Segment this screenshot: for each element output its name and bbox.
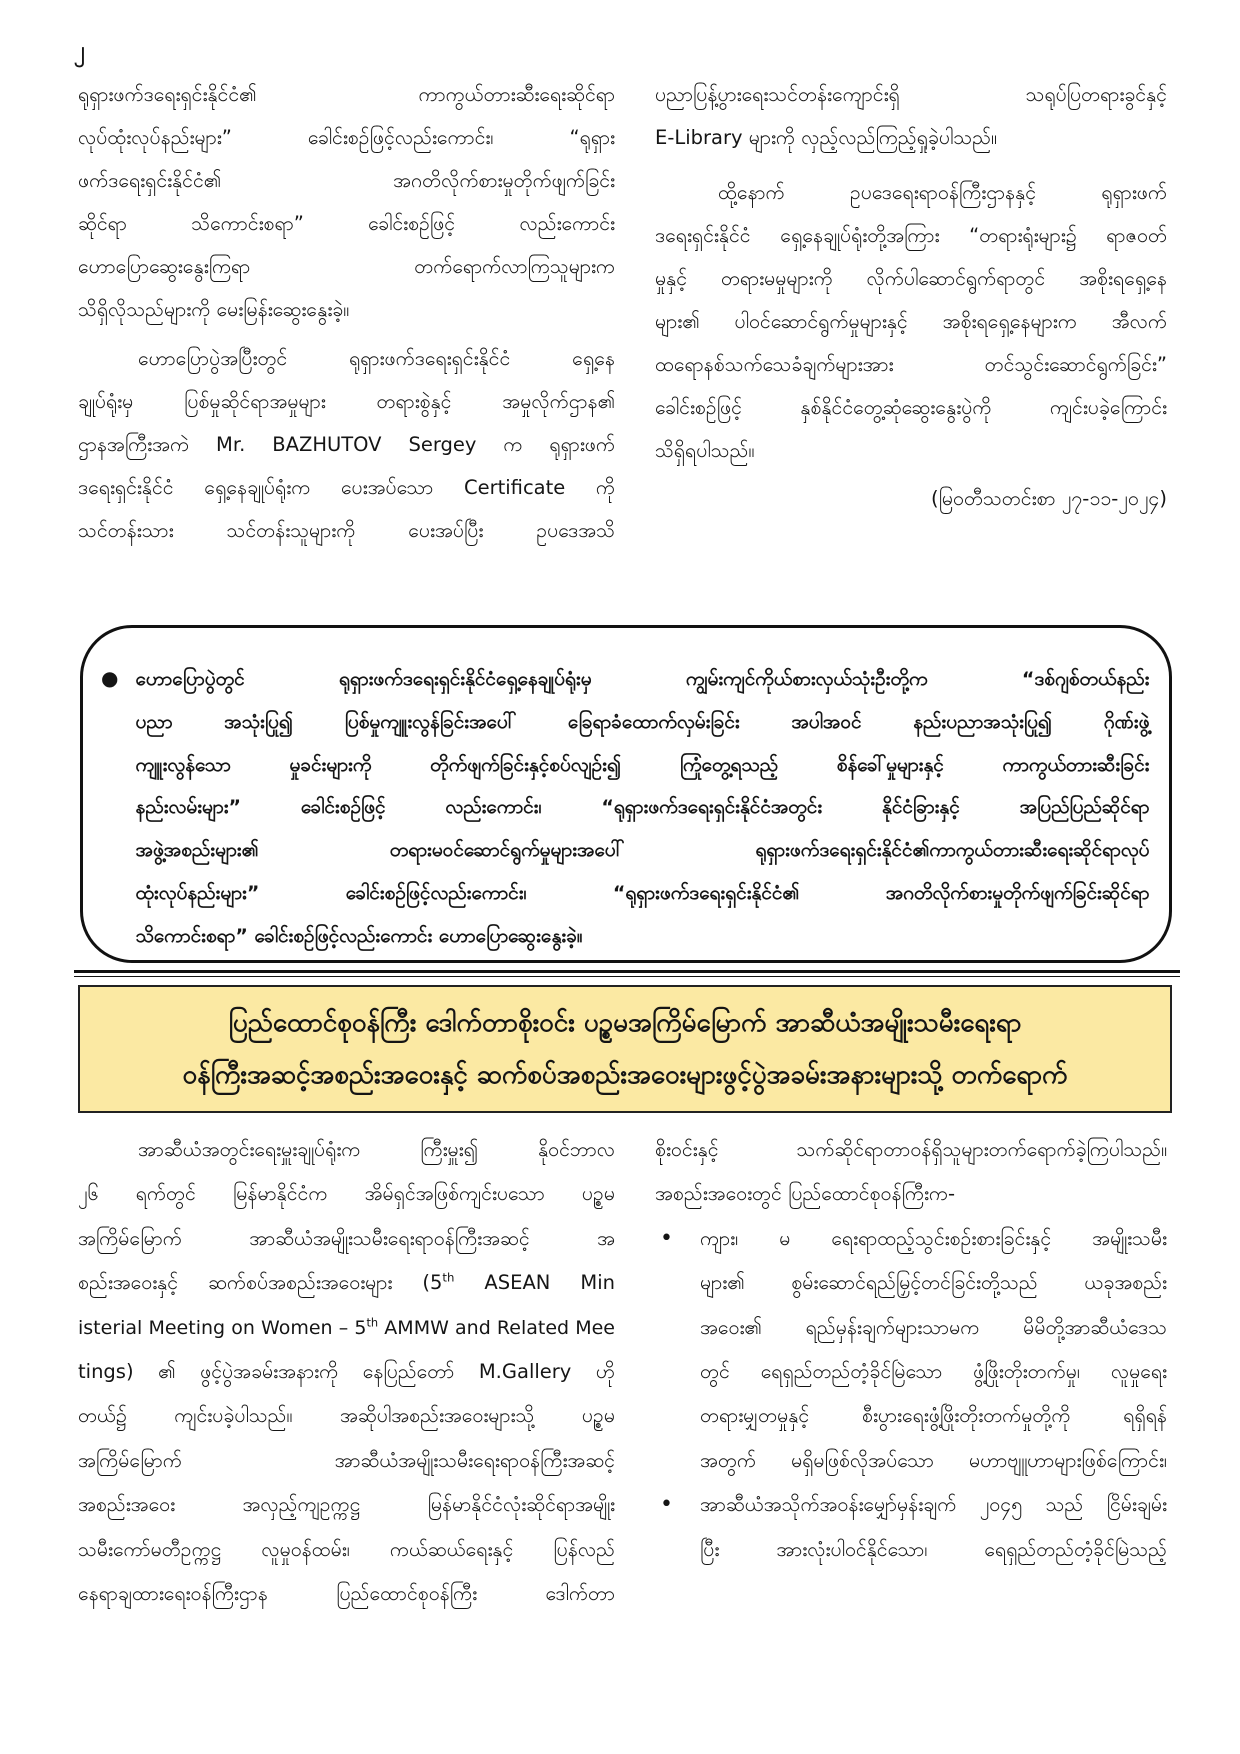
text-line: tings) ၏ ဖွင့်ပွဲအခမ်းအနားကို နေပြည်တော် M.Gallery ဟို — [78, 1359, 615, 1383]
headline-line: ပြည်ထောင်စုဝန်ကြီး ဒေါက်တာစိုးဝင်း ပဉ္စမအကြိမ်မြောက် အာဆီယံအမျိုးသမီးရေးရာ — [228, 1008, 1022, 1038]
news-source-dateline: (မြဝတီသတင်းစာ ၂၇-၁၁-၂၀၂၄) — [930, 487, 1167, 510]
text-line: ဟောပြောဆွေးနွေးကြရာ တက်ရောက်လာကြသူများက — [78, 255, 615, 278]
text-line: တရားမျှတမှုနှင့် စီးပွားရေးဖွံ့ဖြိုးတိုးတက်မှုတို့ကို ရရှိရန် — [700, 1404, 1167, 1428]
bullet-icon: • — [660, 1492, 673, 1518]
text-line: များ၏ စွမ်းဆောင်ရည်မြှင့်တင်ခြင်းတို့သည် ယခုအစည်း — [700, 1271, 1167, 1295]
text-line: ကျား၊ မ ရေးရာထည့်သွင်းစဉ်းစားခြင်းနှင့် အမျိုးသမီး — [700, 1226, 1167, 1250]
page-number: ၂ — [74, 38, 85, 63]
text-line: ခေါင်းစဉ်ဖြင့် နှစ်နိုင်ငံတွေ့ဆုံဆွေးနွေးပွဲကို ကျင်းပခဲ့ကြောင်း — [655, 396, 1167, 419]
text-line: ဌာနအကြီးအကဲ Mr. BAZHUTOV Sergey က ရုရှားဖက် — [78, 433, 615, 456]
text-line: နည်းလမ်းများ” ခေါင်းစဉ်ဖြင့် လည်းကောင်း၊ “ရုရှားဖက်ဒရေးရှင်းနိုင်ငံအတွင်း နိုင်ငံခြားနှင့် အပြည်ပြည်ဆိုင်ရာ — [135, 796, 1150, 819]
text-line: အစည်းအဝေးတွင် ပြည်ထောင်စုဝန်ကြီးက- — [655, 1182, 956, 1206]
text-line: ဆိုင်ရာ သိကောင်းစရာ” ခေါင်းစဉ်ဖြင့် လည်းကောင်း — [78, 212, 615, 235]
article2-left-column — [78, 1128, 615, 1616]
text-line — [78, 1306, 615, 1350]
text-line: သင်တန်းသား သင်တန်းသူများကို ပေးအပ်ပြီး ဥပဒေအသိ — [78, 519, 615, 542]
text-line: ပညာ အသုံးပြု၍ ပြစ်မှုကျူးလွန်ခြင်းအပေါ် ခြေရာခံထောက်လှမ်းခြင်း အပါအဝင် နည်းပညာအသုံးပြု၍ ဂိုဏ်းဖွဲ့ — [135, 710, 1150, 733]
text-segment: ASEAN Min — [454, 1271, 615, 1295]
text-line: သိရှိရပါသည်။ — [655, 439, 755, 462]
text-line: များ၏ ပါဝင်ဆောင်ရွက်မှုများနှင့် အစိုးရရှေ့နေများက အီလက် — [655, 310, 1167, 333]
ordinal-superscript: th — [366, 1315, 379, 1330]
text-line: သိကောင်းစရာ” ခေါင်းစဉ်ဖြင့်လည်းကောင်း ဟောပြောဆွေးနွေးခဲ့။ — [135, 924, 583, 947]
text-line: မှုနှင့် တရားမမှုများကို လိုက်ပါဆောင်ရွက်ရာတွင် အစိုးရရှေ့နေ — [655, 267, 1167, 290]
text-line: ဟောပြောပွဲအပြီးတွင် ရုရှားဖက်ဒရေးရှင်းနိုင်ငံ ရှေ့နေ — [138, 347, 615, 370]
text-line: အကြိမ်မြောက် အာဆီယံအမျိုးသမီးရေးရာဝန်ကြီးအဆင့် အ — [78, 1226, 615, 1250]
text-line: သမီးကော်မတီဥက္ကဋ္ဌ လူမှုဝန်ထမ်း၊ ကယ်ဆယ်ရေးနှင့် ပြန်လည် — [78, 1537, 615, 1561]
text-line: E-Library များကို လှည့်လည်ကြည့်ရှုခဲ့ပါသည်။ — [655, 126, 997, 149]
bullet-item — [655, 1483, 1167, 1572]
text-line: ထုံးလုပ်နည်းများ” ခေါင်းစဉ်ဖြင့်လည်းကောင်း၊ “ရုရှားဖက်ဒရေးရှင်းနိုင်ငံ၏ အဂတိလိုက်စားမှုတိုက်ဖျက်ခြင်းဆိုင်ရာ — [135, 881, 1150, 904]
text-line: အဖွဲ့အစည်းများ၏ တရားမဝင်ဆောင်ရွက်မှုများအပေါ် ရုရှားဖက်ဒရေးရှင်းနိုင်ငံ၏ကာကွယ်တားဆီးရေးဆိုင်ရာလုပ် — [135, 839, 1150, 862]
text-segment: AMMW and Related Mee — [378, 1316, 615, 1339]
text-line: ထရောနစ်သက်သေခံချက်များအား တင်သွင်းဆောင်ရွက်ခြင်း” — [655, 353, 1167, 376]
text-line: အကြိမ်မြောက် အာဆီယံအမျိုးသမီးရေးရာဝန်ကြီးအဆင့် — [78, 1448, 615, 1472]
text-line: တယ်၌ ကျင်းပခဲ့ပါသည်။ အဆိုပါအစည်းအဝေးများသို့ ပဉ္စမ — [78, 1404, 615, 1428]
text-line: အတွက် မရှိမဖြစ်လိုအပ်သော မဟာဗျူဟာများဖြစ်ကြောင်း၊ — [700, 1448, 1167, 1472]
text-line: အစည်းအဝေး အလှည့်ကျဥက္ကဋ္ဌ မြန်မာနိုင်ငံလုံးဆိုင်ရာအမျိုး — [78, 1493, 615, 1517]
article1-right-column — [655, 73, 1167, 520]
text-line: လုပ်ထုံးလုပ်နည်းများ” ခေါင်းစဉ်ဖြင့်လည်းကောင်း၊ “ရုရှား — [78, 126, 615, 149]
text-line: တွင် ရေရှည်တည်တံ့ခိုင်မြဲသော ဖွံ့ဖြိုးတိုးတက်မှု၊ လူမှုရေး — [700, 1359, 1167, 1383]
headline-line: ဝန်ကြီးအဆင့်အစည်းအဝေးနှင့် ဆက်စပ်အစည်းအဝေးများဖွင့်ပွဲအခမ်းအနားများသို့ တက်ရောက် — [182, 1060, 1068, 1090]
text-segment: isterial Meeting on Women – 5 — [78, 1316, 367, 1339]
text-line: ၂၆ ရက်တွင် မြန်မာနိုင်ငံက အိမ်ရှင်အဖြစ်ကျင်းပသော ပဉ္စမ — [78, 1182, 615, 1206]
text-line: ဒရေးရှင်းနိုင်ငံ ရှေ့နေချုပ်ရုံးက ပေးအပ်သော Certificate ကို — [78, 476, 615, 499]
text-line: ဟောပြောပွဲတွင် ရုရှားဖက်ဒရေးရှင်းနိုင်ငံရှေ့နေချုပ်ရုံးမှ ကျွမ်းကျင်ကိုယ်စားလှယ်သုံးဦးတို့က “ဒစ်ဂျစ်တယ်နည်း — [135, 668, 1150, 690]
text-line: အာဆီယံအတွင်းရေးမှူးချုပ်ရုံးက ကြီးမှူး၍ နိုဝင်ဘာလ — [138, 1138, 615, 1161]
text-line: ပညာပြန့်ပွားရေးသင်တန်းကျောင်းရှိ သရုပ်ပြတရားခွင်နှင့် — [655, 83, 1167, 106]
bullet-icon: • — [660, 1225, 673, 1251]
text-line: အဝေး၏ ရည်မှန်းချက်များသာမက မိမိတို့အာဆီယံဒေသ — [700, 1315, 1167, 1339]
bullet-icon: ● — [101, 666, 119, 690]
text-line: ပြီး အားလုံးပါဝင်နိုင်သော၊ ရေရှည်တည်တံ့ခိုင်မြဲသည့် — [700, 1537, 1167, 1561]
highlight-box — [80, 625, 1172, 963]
text-line: အာဆီယံအသိုက်အဝန်းမျှော်မှန်းချက် ၂၀၄၅ သည် ငြိမ်းချမ်း — [700, 1493, 1167, 1517]
text-line: သိရှိလိုသည်များကို မေးမြန်းဆွေးနွေးခဲ့။ — [78, 298, 350, 321]
article1-left-column — [78, 73, 615, 552]
bullet-item — [655, 1217, 1167, 1483]
text-line: နေရာချထားရေးဝန်ကြီးဌာန ပြည်ထောင်စုဝန်ကြီး ဒေါက်တာ — [78, 1581, 615, 1605]
article2-right-column — [655, 1128, 1167, 1572]
text-line: ထို့နောက် ဥပဒေရေးရာဝန်ကြီးဌာနနှင့် ရုရှားဖက် — [718, 181, 1167, 204]
text-line: စိုးဝင်းနှင့် သက်ဆိုင်ရာတာဝန်ရှိသူများတက်ရောက်ခဲ့ကြပါသည်။ — [655, 1138, 1167, 1161]
text-line: ဒရေးရှင်းနိုင်ငံ ရှေ့နေချုပ်ရုံးတို့အကြား “တရားရုံးများ၌ ရာဇဝတ် — [655, 224, 1167, 247]
text-line: ကျူးလွန်သော မှုခင်းများကို တိုက်ဖျက်ခြင်းနှင့်စပ်လျဉ်း၍ ကြုံတွေ့ရသည့် စိန်ခေါ်မှုများနှင့် ကာကွယ်တားဆီးခြင်း — [135, 753, 1150, 776]
section-divider — [74, 970, 1180, 977]
text-line — [78, 1261, 615, 1305]
text-segment: စည်းအဝေးနှင့် ဆက်စပ်အစည်းအဝေးများ (5 — [78, 1271, 443, 1295]
headline-box — [78, 985, 1172, 1113]
text-line: ရုရှားဖက်ဒရေးရှင်းနိုင်ငံ၏ ကာကွယ်တားဆီးရေးဆိုင်ရာ — [78, 83, 615, 106]
text-line: ချုပ်ရုံးမှ ပြစ်မှုဆိုင်ရာအမှုများ တရားစွဲနှင့် အမှုလိုက်ဌာန၏ — [78, 390, 615, 413]
text-line: ဖက်ဒရေးရှင်းနိုင်ငံ၏ အဂတိလိုက်စားမှုတိုက်ဖျက်ခြင်း — [78, 169, 615, 192]
highlight-box-text — [136, 658, 1150, 958]
ordinal-superscript: th — [442, 1270, 455, 1285]
